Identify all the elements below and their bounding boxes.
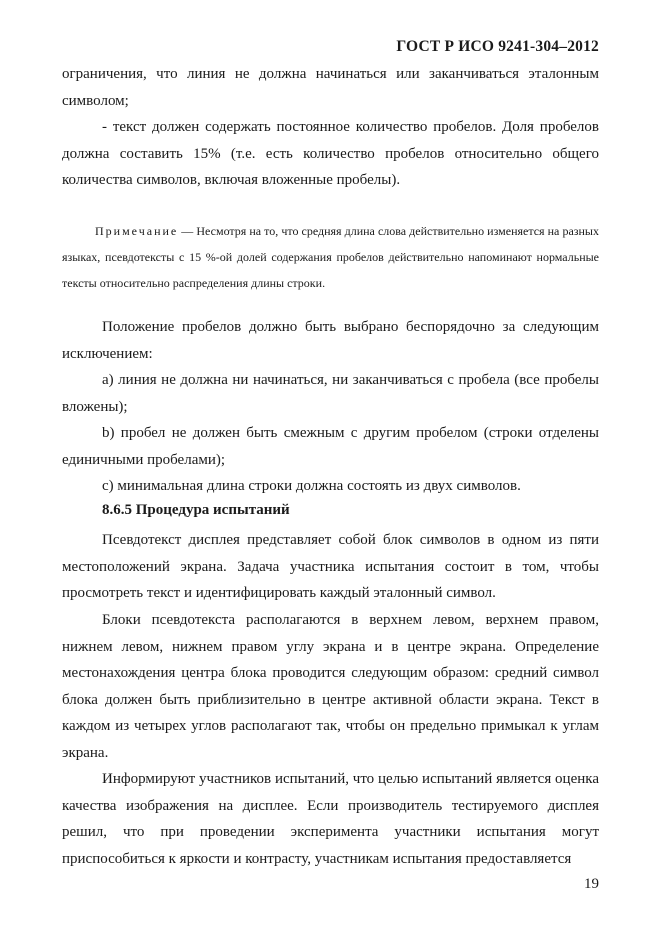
paragraph-pseudotext: Псевдотекст дисплея представляет собой блок символов в одном из пяти местоположений экрана. Задача участника испытания состоит в том, чтобы просмотреть текст и идентифицировать каждый эталонный символ. [62, 532, 599, 602]
note-block [62, 218, 599, 296]
paragraph-inform: Информируют участников испытаний, что целью испытаний является оценка качества изображения на дисплее. Если производитель тестируемого дисплея решил, что при проведении эксперимента участники испытания могут приспособиться к яркости и контрасту, участникам испытания предоставляется [62, 771, 599, 867]
paragraph-continuation: ограничения, что линия не должна начинаться или заканчиваться эталонным символом; [62, 66, 599, 109]
document-header: ГОСТ Р ИСО 9241-304–2012 [396, 38, 599, 55]
paragraph-spaces-requirement: - текст должен содержать постоянное количество пробелов. Доля пробелов должна составить 15% (т.е. есть количество пробелов относительно общего количества символов, включая вложенные пробелы). [62, 119, 599, 189]
paragraph-blocks: Блоки псевдотекста располагаются в верхнем левом, верхнем правом, нижнем левом, нижнем правом углу экрана и в центре экрана. Определение местонахождения центра блока проводится следующим образом: средний символ блока должен быть приблизительно в центре активной области экрана. Текст в каждом из четырех углов располагают так, чтобы он предельно примыкал к углам экрана. [62, 612, 599, 761]
page-number: 19 [584, 876, 599, 892]
paragraph-space-position: Положение пробелов должно быть выбрано беспорядочно за следующим исключением: [62, 319, 599, 362]
list-item-a: a) линия не должна ни начинаться, ни заканчиваться с пробела (все пробелы вложены); [62, 372, 599, 415]
list-item-c: c) минимальная длина строки должна состоять из двух символов. [102, 478, 521, 494]
list-item-b: b) пробел не должен быть смежным с другим пробелом (строки отделены единичными пробелами); [62, 425, 599, 468]
note-label: Примечание [95, 224, 179, 238]
note-text: — Несмотря на то, что средняя длина слова действительно изменяется на разных языках, псевдотексты с 15 %-ой долей содержания пробелов действительно напоминают нормальные тексты относительно распределения длины строки. [62, 224, 599, 290]
section-heading: 8.6.5 Процедура испытаний [102, 502, 290, 518]
